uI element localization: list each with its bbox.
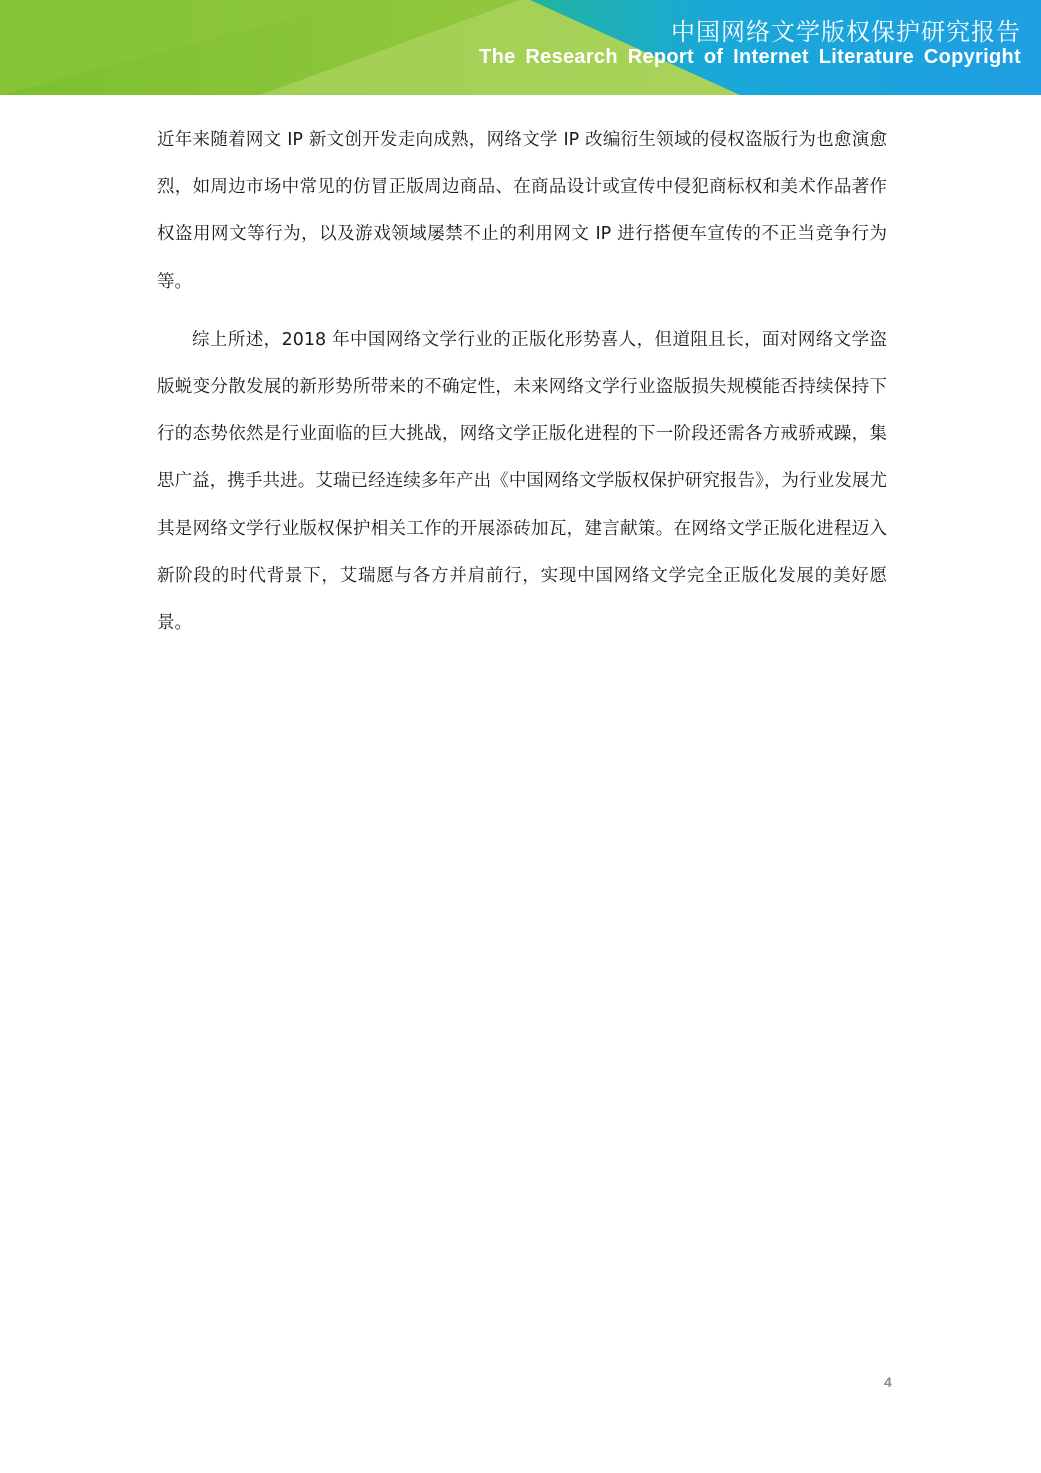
paragraph-summary: 综上所述，2018 年中国网络文学行业的正版化形势喜人，但道阻且长，面对网络文学盗版蜕变分散发展的新形势所带来的不确定性，未来网络文学行业盗版损失规模能否持续保持下行的态势依然是行业面临的巨大挑战，网络文学正版化进程的下一阶段还需各方戒骄戒躁，集思广益，携手共进。艾瑞已经连续多年产出《中国网络文学版权保护研究报告》，为行业发展尤其是网络文学行业版权保护相关工作的开展添砖加瓦，建言献策。在网络文学正版化进程迈入新阶段的时代背景下，艾瑞愿与各方并肩前行，实现中国网络文学完全正版化发展的美好愿景。 (157, 329, 887, 634)
page-header-banner (0, 0, 1041, 95)
report-title-english: The Research Report of Internet Literature Copyright (479, 46, 1021, 68)
report-title-chinese: 中国网络文学版权保护研究报告 (671, 18, 1021, 46)
paragraph-ip-infringement: 近年来随着网文 IP 新文创开发走向成熟，网络文学 IP 改编衍生领域的侵权盗版行为也愈演愈烈，如周边市场中常见的仿冒正版周边商品、在商品设计或宣传中侵犯商标权和美术作品著作权盗用网文等行为，以及游戏领域屡禁不止的利用网文 IP 进行搭便车宣传的不正当竞争行为等。 (157, 130, 887, 292)
body-text (157, 117, 887, 647)
page-number: 4 (884, 1374, 892, 1390)
